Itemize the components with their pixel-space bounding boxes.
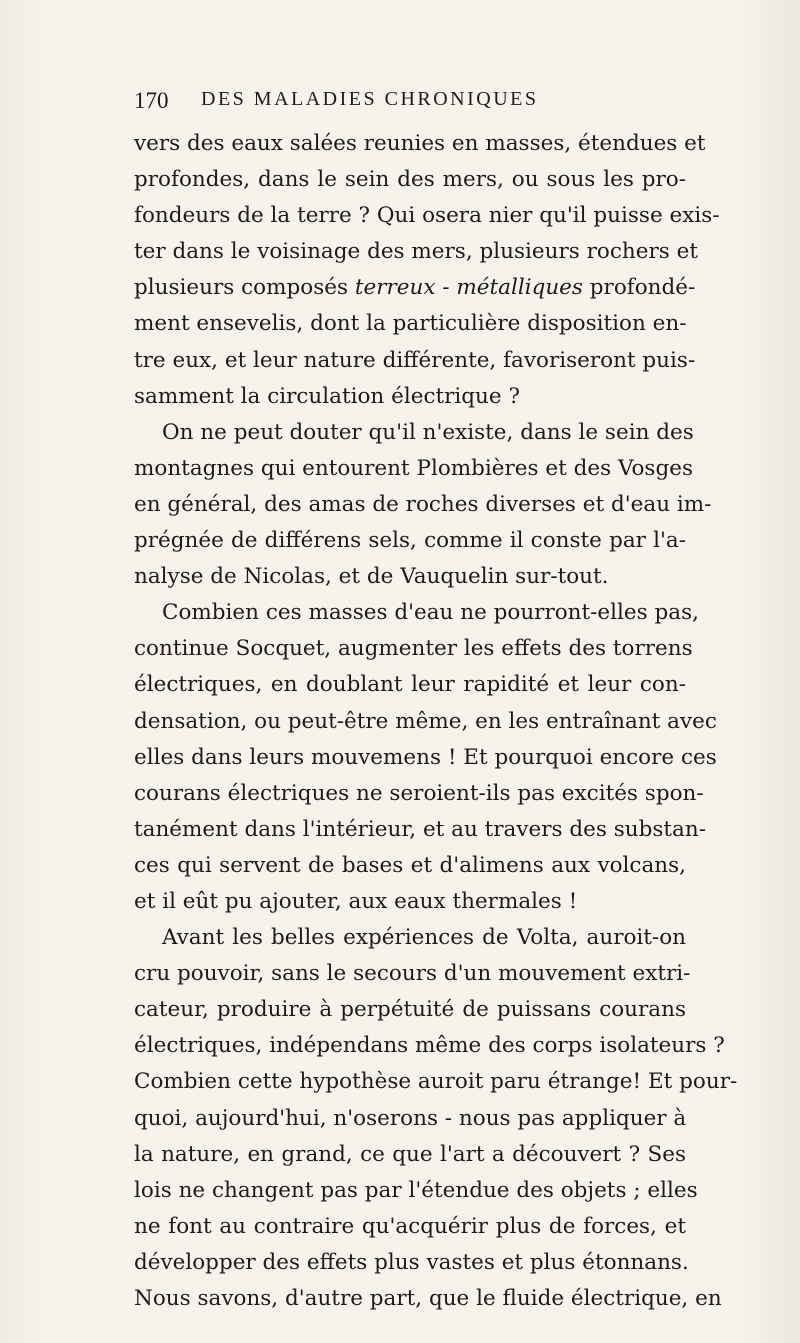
running-title: DES MALADIES CHRONIQUES — [201, 88, 539, 110]
text-line: continue Socquet, augmenter les effets des torrens — [134, 636, 693, 662]
paragraph-start-line: On ne peut douter qu'il n'existe, dans le sein des — [162, 419, 694, 445]
text-run: plusieurs composés — [134, 275, 355, 301]
text-line: en général, des amas de roches diverses et d'eau im- — [134, 491, 712, 517]
text-line: électriques, indépendans même des corps isolateurs ? — [134, 1033, 725, 1059]
text-line: courans électriques ne seroient-ils pas excités spon- — [134, 780, 704, 806]
text-line: profondes, dans le sein des mers, ou sous les pro- — [134, 167, 686, 193]
body-text — [134, 126, 738, 1317]
text-line: prégnée de différens sels, comme il conste par l'a- — [134, 528, 686, 554]
text-line: développer des effets plus vastes et plus étonnans. — [134, 1249, 689, 1275]
text-line: électriques, en doublant leur rapidité et leur con- — [134, 672, 686, 698]
text-line: fondeurs de la terre ? Qui osera nier qu'il puisse exis- — [134, 203, 720, 229]
text-line: ne font au contraire qu'acquérir plus de forces, et — [134, 1213, 686, 1239]
paragraph-start-line: Avant les belles expériences de Volta, auroit-on — [162, 925, 686, 951]
page-number: 170 — [134, 88, 169, 113]
text-line: la nature, en grand, ce que l'art a découvert ? Ses — [134, 1141, 686, 1167]
text-line: nalyse de Nicolas, et de Vauquelin sur-tout. — [134, 564, 609, 590]
text-line: cateur, produire à perpétuité de puissans courans — [134, 997, 686, 1023]
text-line: tanément dans l'intérieur, et au travers des substan- — [134, 816, 706, 842]
text-line: ces qui servent de bases et d'alimens aux volcans, — [134, 852, 686, 878]
text-run: profondé- — [582, 275, 696, 301]
text-line: lois ne changent pas par l'étendue des objets ; elles — [134, 1177, 698, 1203]
text-line: samment la circulation électrique ? — [134, 383, 520, 409]
text-line: cru pouvoir, sans le secours d'un mouvement extri- — [134, 961, 691, 987]
text-line — [134, 270, 696, 306]
text-line: Nous savons, d'autre part, que le fluide électrique, en — [134, 1286, 722, 1311]
text-line: et il eût pu ajouter, aux eaux thermales ! — [134, 888, 578, 914]
italic-term: terreux - métalliques — [354, 275, 583, 301]
text-line: vers des eaux salées reunies en masses, étendues et — [134, 131, 706, 156]
text-line: ment ensevelis, dont la particulière disposition en- — [134, 311, 687, 337]
text-line: ter dans le voisinage des mers, plusieurs rochers et — [134, 239, 698, 265]
paragraph-start-line: Combien ces masses d'eau ne pourront-elles pas, — [162, 600, 699, 626]
text-line: montagnes qui entourent Plombières et des Vosges — [134, 455, 693, 481]
text-line: elles dans leurs mouvemens ! Et pourquoi encore ces — [134, 744, 717, 770]
text-line: densation, ou peut-être même, en les entraînant avec — [134, 708, 717, 734]
text-line: quoi, aujourd'hui, n'oserons - nous pas appliquer à — [134, 1105, 687, 1131]
text-line: Combien cette hypothèse auroit paru étrange! Et pour- — [134, 1069, 738, 1095]
text-line: tre eux, et leur nature différente, favoriseront puis- — [134, 347, 696, 373]
page-header — [134, 88, 694, 120]
